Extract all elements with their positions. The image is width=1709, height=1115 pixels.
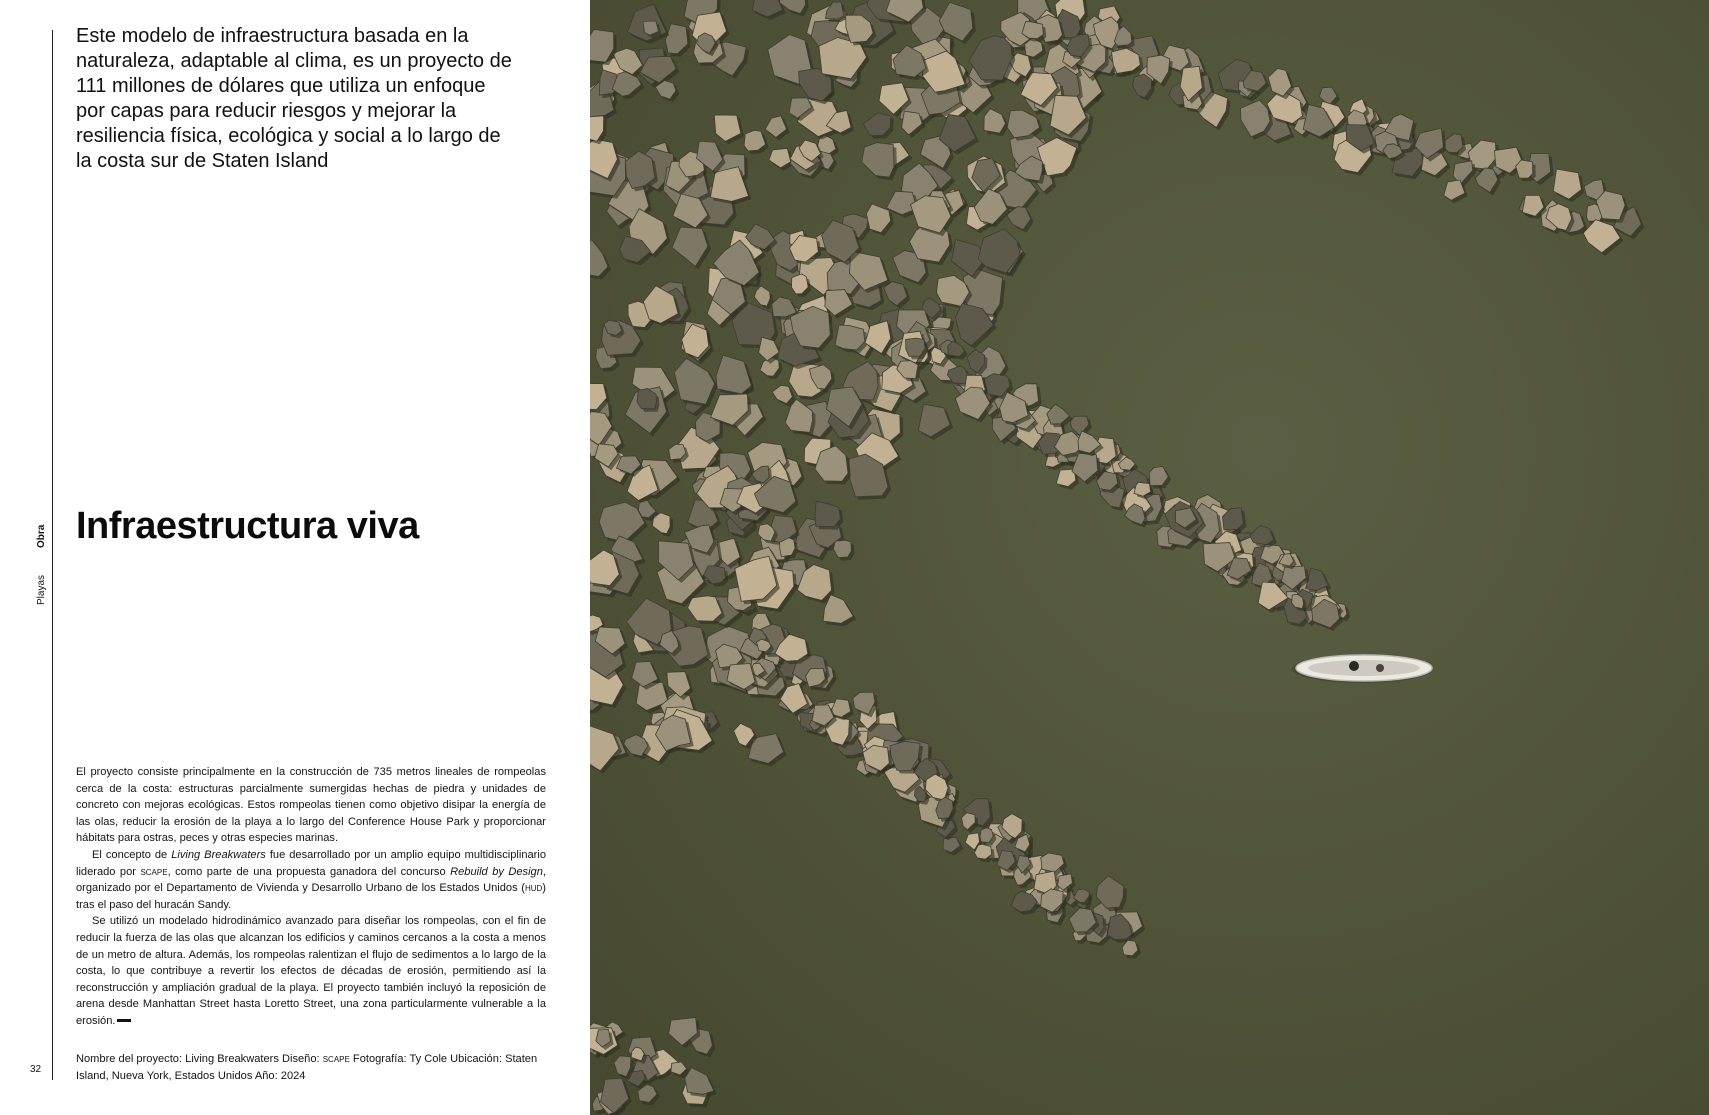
- project-credits: Nombre del proyecto: Living Breakwaters Diseño: scape Fotografía: Ty Cole Ubicación: Staten Island, Nueva York, Estados Unidos Año: 2024: [76, 1053, 538, 1082]
- body-paragraph-2: El concepto de Living Breakwaters fue desarrollado por un amplio equipo multidisciplinario liderado por scape, como parte de una propuesta ganadora del concurso Rebuild by Design, organizado por el Departamento de Vivienda y Desarrollo Urbano de los Estados Unidos (hud) tras el paso del huracán Sandy.: [76, 848, 546, 911]
- breakwater-photo-illustration: [590, 0, 1709, 1115]
- page-number: 32: [30, 1064, 42, 1075]
- article-title: Infraestructura viva: [76, 505, 419, 547]
- boat: [1292, 655, 1432, 683]
- article-body: [76, 764, 546, 1030]
- subsection-label: Playas: [36, 574, 47, 605]
- article-page: [0, 0, 590, 1115]
- aerial-photo: [590, 0, 1709, 1115]
- end-mark-icon: [117, 1019, 131, 1022]
- body-paragraph-1: El proyecto consiste principalmente en la construcción de 735 metros lineales de rompeolas cerca de la costa: estructuras parcialmente sumergidas hechas de piedra y unidades de concreto con mejoras ecológicas. Estos rompeolas tienen como objetivo disipar la energía de las olas, reducir la erosión de la playa a lo largo del Conference House Park y proporcionar hábitats para ostras, peces y otras especies marinas.: [76, 766, 546, 845]
- vertical-rule: [52, 30, 53, 1080]
- section-label: Obra: [36, 524, 47, 548]
- intro-text: Este modelo de infraestructura basada en la naturaleza, adaptable al clima, es un proyecto de 111 millones de dólares que utiliza un enfoque por capas para reducir riesgos y mejorar la resiliencia física, ecológica y social a lo largo de la costa sur de Staten Island: [76, 25, 512, 172]
- body-paragraph-3: Se utilizó un modelado hidrodinámico avanzado para diseñar los rompeolas, con el fin de reducir la fuerza de las olas que alcanzan los edificios y caminos cercanos a la costa a menos de un metro de altura. Además, los rompeolas ralentizan el flujo de sedimentos a lo largo de la costa, lo que contribuye a revertir los efectos de décadas de erosión, permitiendo así la reconstrucción y ampliación gradual de la playa. El proyecto también incluyó la reposición de arena desde Manhattan Street hasta Loretto Street, una zona particularmente vulnerable a la erosión.: [76, 915, 546, 1027]
